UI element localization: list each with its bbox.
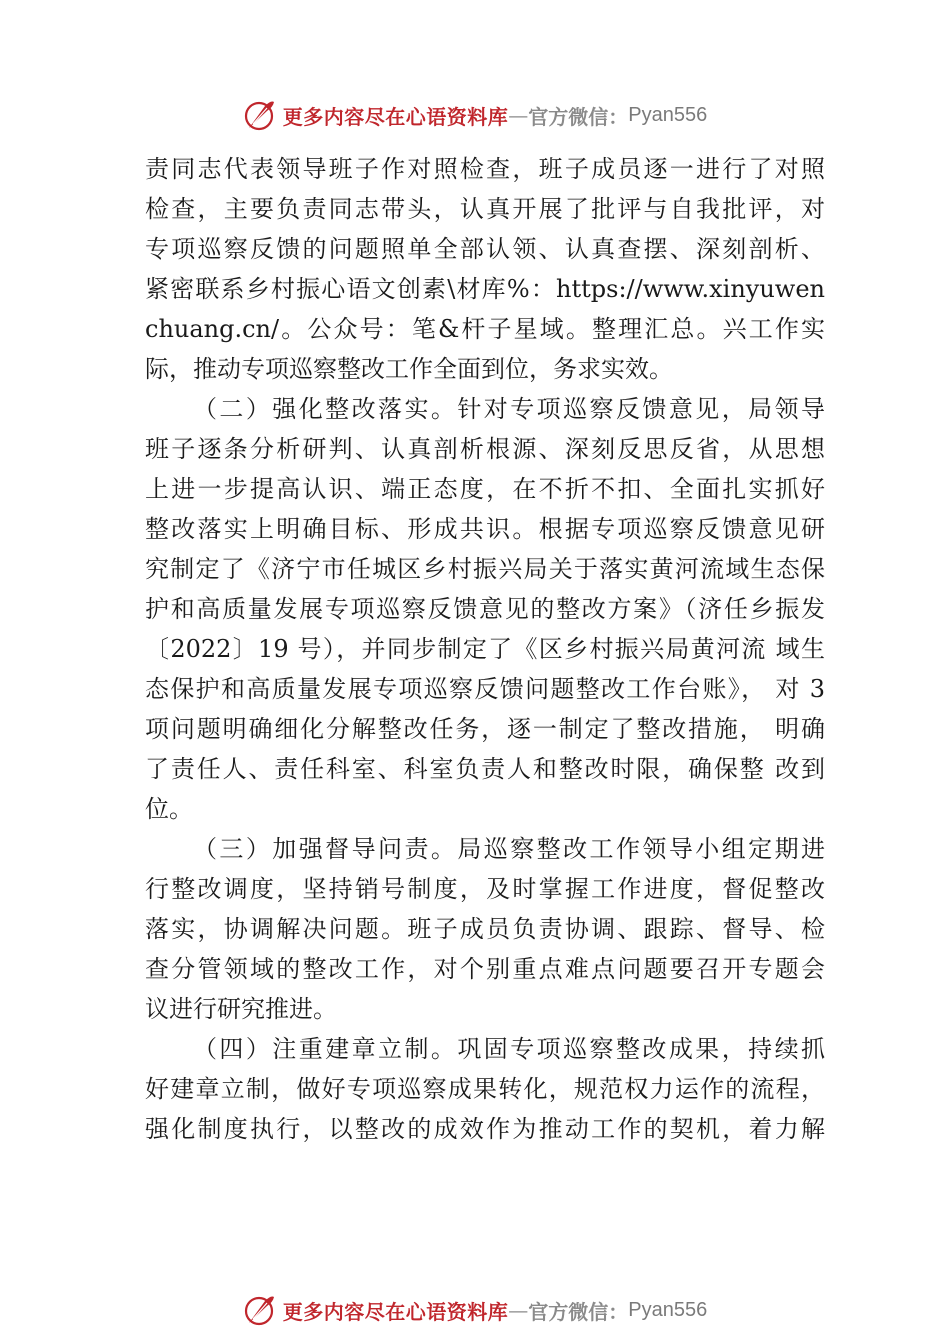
footer-wechat-label: 官方微信： bbox=[528, 1299, 629, 1324]
body-line: 落实，协调解决问题。班子成员负责协调、跟踪、督导、检 bbox=[145, 915, 825, 943]
footer-banner bbox=[0, 1290, 950, 1330]
body-line: 际，推动专项巡察整改工作全面到位，务求实效。 bbox=[145, 355, 673, 383]
body-line: 整改落实上明确目标、形成共识。根据专项巡察反馈意见研 bbox=[145, 515, 825, 543]
body-line: 检查，主要负责同志带头，认真开展了批评与自我批评，对 bbox=[145, 195, 825, 223]
quill-logo-icon bbox=[243, 1293, 277, 1327]
footer-brand-text: 更多内容尽在心语资料库 bbox=[282, 1299, 509, 1324]
body-line: 好建章立制，做好专项巡察成果转化，规范权力运作的流程， bbox=[145, 1075, 825, 1103]
header-wechat-label: 官方微信： bbox=[528, 104, 629, 129]
body-line: 护和高质量发展专项巡察反馈意见的整改方案》（济任乡振发 bbox=[145, 595, 825, 623]
header-brand-text: 更多内容尽在心语资料库 bbox=[282, 104, 509, 129]
footer-dash: — bbox=[508, 1298, 529, 1322]
body-line: chuang.cn/。公众号：笔&杆子星域。整理汇总。兴工作实 bbox=[145, 315, 825, 343]
body-line: 紧密联系乡村振心语文创素\材库%：https://www.xinyuwen bbox=[145, 275, 825, 303]
paragraph-heading-line: （二）强化整改落实。针对专项巡察反馈意见，局领导 bbox=[193, 395, 825, 423]
body-line: 班子逐条分析研判、认真剖析根源、深刻反思反省，从思想 bbox=[145, 435, 825, 463]
body-line: 强化制度执行，以整改的成效作为推动工作的契机，着力解 bbox=[145, 1115, 825, 1143]
paragraph-heading-line: （三）加强督导问责。局巡察整改工作领导小组定期进 bbox=[193, 835, 825, 863]
body-line: 究制定了《济宁市任城区乡村振兴局关于落实黄河流域生态保 bbox=[145, 555, 825, 583]
body-line: 〔2022〕19 号），并同步制定了《区乡村振兴局黄河流 域生 bbox=[145, 635, 825, 663]
body-line: 议进行研究推进。 bbox=[145, 995, 337, 1023]
header-banner bbox=[0, 95, 950, 135]
footer-wechat-id: Pyan556 bbox=[628, 1298, 708, 1321]
body-line: 专项巡察反馈的问题照单全部认领、认真查摆、深刻剖析、 bbox=[145, 235, 825, 263]
header-dash: — bbox=[508, 103, 529, 127]
body-line: 了责任人、责任科室、科室负责人和整改时限，确保整 改到 bbox=[145, 755, 825, 783]
body-line: 上进一步提高认识、端正态度，在不折不扣、全面扎实抓好 bbox=[145, 475, 825, 503]
paragraph-heading-line: （四）注重建章立制。巩固专项巡察整改成果，持续抓 bbox=[193, 1035, 825, 1063]
body-line: 项问题明确细化分解整改任务，逐一制定了整改措施， 明确 bbox=[145, 715, 825, 743]
quill-logo-icon bbox=[243, 98, 277, 132]
body-line: 行整改调度，坚持销号制度，及时掌握工作进度，督促整改 bbox=[145, 875, 825, 903]
body-line: 态保护和高质量发展专项巡察反馈问题整改工作台账》， 对 3 bbox=[145, 675, 825, 703]
body-line: 责同志代表领导班子作对照检查，班子成员逐一进行了对照 bbox=[145, 155, 825, 183]
body-line: 位。 bbox=[145, 795, 193, 823]
document-body bbox=[145, 149, 825, 1149]
body-line: 查分管领域的整改工作，对个别重点难点问题要召开专题会 bbox=[145, 955, 825, 983]
header-wechat-id: Pyan556 bbox=[628, 103, 708, 126]
